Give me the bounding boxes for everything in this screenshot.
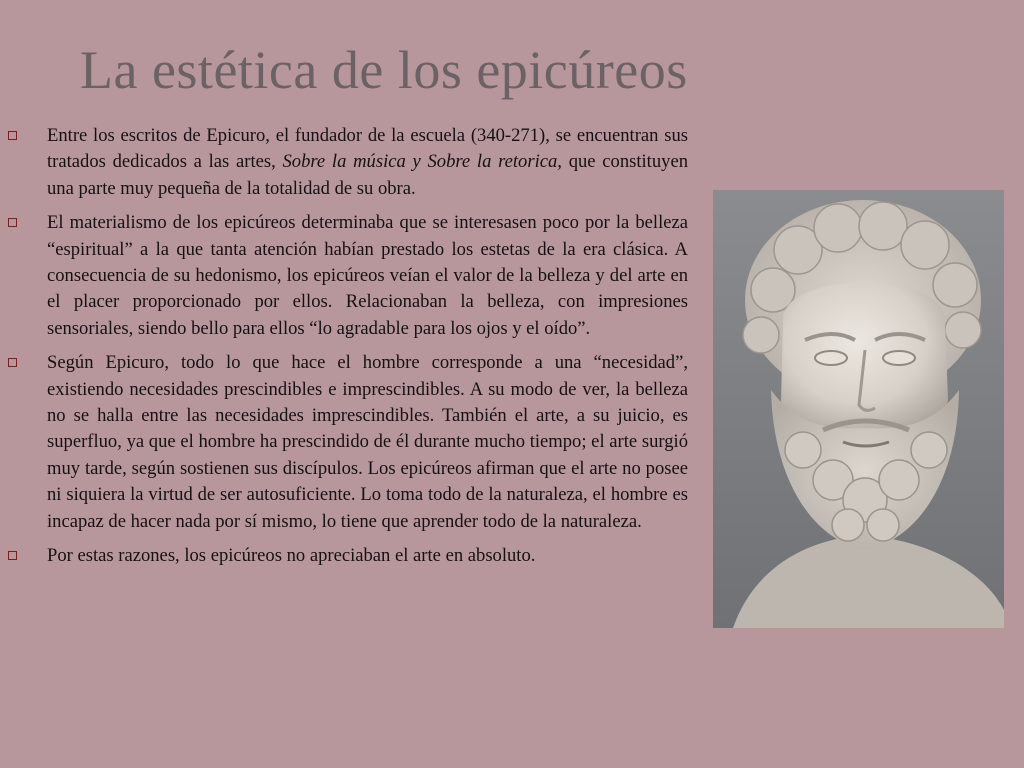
slide-title: La estética de los epicúreos [80,40,688,100]
bullet-item-4 [8,543,688,569]
hollow-square-bullet-icon [8,551,17,560]
bullet-list [8,123,688,578]
bullet-item-2 [8,210,688,342]
bullet-text-1-part-3: que constituyen una parte muy pequeña de la totalidad de su obra. [47,151,688,199]
bullet-item-1 [8,123,688,202]
bullet-text-4: Por estas razones, los epicúreos no apreciaban el arte en absoluto. [47,545,536,567]
marble-bust-portrait [713,190,1004,628]
marble-bust-illustration [713,190,1004,628]
hollow-square-bullet-icon [8,131,17,140]
bullet-text-2: El materialismo de los epicúreos determinaba que se interesasen poco por la belleza “espiritual” a la que tanta atención habían prestado los estetas de la era clásica. A consecuencia de su hedonismo, los epicúreos veían el valor de la belleza y del arte en el placer proporcionado por ellos. Relacionaban la belleza, con impresiones sensoriales, siendo bello para ellos “lo agradable para los ojos y el oído”. [47,212,688,339]
hollow-square-bullet-icon [8,218,17,227]
bullet-text-3: Según Epicuro, todo lo que hace el hombre corresponde a una “necesidad”, existiendo necesidades prescindibles e imprescindibles. A su modo de ver, la belleza no se halla entre las necesidades imprescindibles. También el arte, a su juicio, es superfluo, ya que el hombre ha prescindido de él durante mucho tiempo; el arte surgió muy tarde, según sostienen sus discípulos. Los epicúreos afirman que el arte no posee ni siquiera la virtud de ser autosuficiente. Lo toma todo de la naturaleza, el hombre es incapaz de hacer nada por sí mismo, lo tiene que aprender todo de la naturaleza. [47,352,688,532]
bullet-item-3 [8,350,688,535]
bullet-text-1 [47,123,688,202]
book-titles-italic: Sobre la música y Sobre la retorica, [282,151,562,173]
hollow-square-bullet-icon [8,358,17,367]
bullet-text-1-part-1: Entre los escritos de Epicuro, el fundador de la escuela (340-271), se encuentran sus tratados dedicados a las artes, [47,125,688,173]
